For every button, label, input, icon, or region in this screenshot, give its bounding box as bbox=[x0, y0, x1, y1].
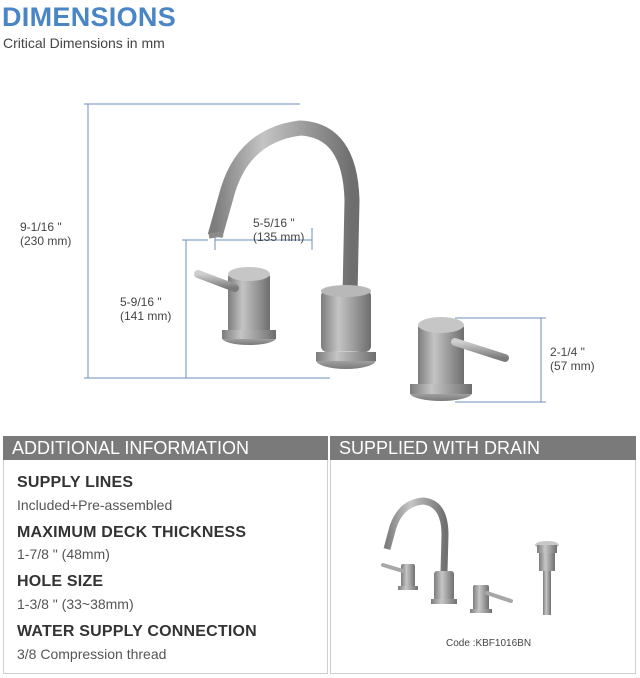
mini-left-handle bbox=[383, 564, 418, 590]
total-height-mm: (230 mm) bbox=[20, 234, 72, 248]
product-code: Code :KBF1016BN bbox=[446, 638, 532, 649]
faucet-illustration bbox=[0, 90, 640, 420]
hole-size-value: 1-3/8 " (33~38mm) bbox=[17, 596, 134, 612]
total-height-label bbox=[20, 220, 71, 248]
water-supply-value: 3/8 Compression thread bbox=[17, 646, 167, 662]
spout-reach-inch: 5-5/16 " bbox=[253, 216, 295, 230]
spout-reach-mm: (135 mm) bbox=[253, 230, 305, 244]
pop-up-drain bbox=[535, 541, 559, 615]
deck-thickness-title: MAXIMUM DECK THICKNESS bbox=[17, 524, 247, 541]
deck-thickness-value: 1-7/8 " (48mm) bbox=[17, 546, 110, 562]
water-supply-title: WATER SUPPLY CONNECTION bbox=[17, 623, 257, 640]
supply-lines-value: Included+Pre-assembled bbox=[17, 497, 173, 513]
total-height-inch: 9-1/16 " bbox=[20, 220, 62, 234]
handle-height-mm: (57 mm) bbox=[550, 359, 595, 373]
spout-height-inch: 5-9/16 " bbox=[120, 295, 162, 309]
page-title: DIMENSIONS bbox=[2, 2, 177, 32]
spout-height-mm: (141 mm) bbox=[120, 309, 172, 323]
mini-right-handle bbox=[470, 585, 511, 613]
right-handle bbox=[410, 317, 505, 401]
faucet-dimension-diagram bbox=[0, 90, 640, 420]
spout-reach-label bbox=[253, 216, 304, 244]
left-handle bbox=[198, 267, 276, 345]
supply-lines-title: SUPPLY LINES bbox=[17, 474, 134, 491]
hole-size-title: HOLE SIZE bbox=[17, 573, 104, 590]
additional-info-header: ADDITIONAL INFORMATION bbox=[3, 436, 328, 460]
spout-height-label bbox=[120, 295, 171, 323]
page-subtitle: Critical Dimensions in mm bbox=[3, 35, 165, 51]
mini-spout bbox=[387, 501, 457, 604]
handle-height-inch: 2-1/4 " bbox=[550, 345, 585, 359]
dimension-lines bbox=[84, 104, 546, 402]
drain-header: SUPPLIED WITH DRAIN bbox=[330, 436, 636, 460]
faucet-with-drain-image bbox=[375, 497, 575, 617]
handle-height-label bbox=[550, 345, 595, 373]
